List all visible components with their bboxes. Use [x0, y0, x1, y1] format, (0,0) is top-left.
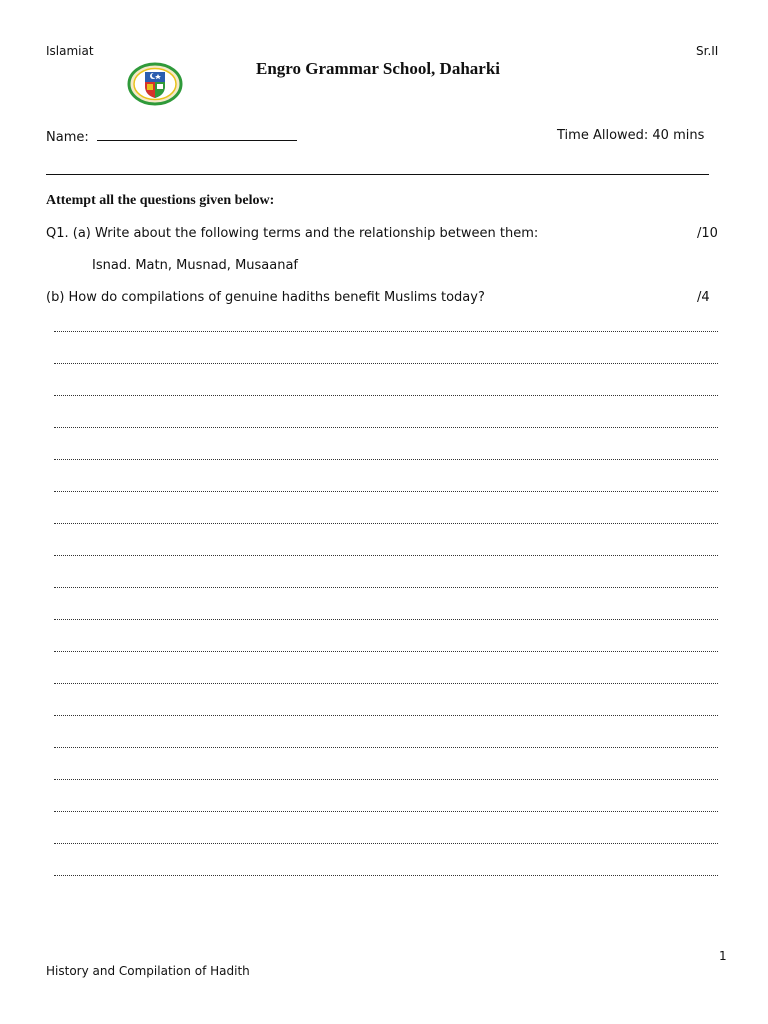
- answer-line[interactable]: [54, 492, 718, 524]
- answer-line[interactable]: [54, 332, 718, 364]
- answer-line[interactable]: [54, 748, 718, 780]
- name-blank[interactable]: [97, 128, 297, 141]
- answer-area[interactable]: [54, 323, 718, 876]
- answer-line[interactable]: [54, 364, 718, 396]
- answer-line[interactable]: [54, 396, 718, 428]
- question-1a: Q1. (a) Write about the following terms and the relationship between them:: [46, 226, 539, 241]
- page-number: 1: [719, 949, 727, 963]
- answer-line[interactable]: [54, 588, 718, 620]
- school-name: Engro Grammar School, Daharki: [256, 59, 500, 78]
- answer-line[interactable]: [54, 716, 718, 748]
- name-field[interactable]: [46, 128, 297, 145]
- question-1b-marks: /4: [697, 290, 710, 305]
- answer-line[interactable]: [54, 812, 718, 844]
- section-label: Sr.II: [696, 44, 719, 58]
- name-label: Name:: [46, 130, 89, 145]
- answer-line[interactable]: [54, 428, 718, 460]
- answer-line[interactable]: [54, 556, 718, 588]
- answer-line[interactable]: [54, 524, 718, 556]
- footer-title: History and Compilation of Hadith: [46, 964, 250, 978]
- question-1b: (b) How do compilations of genuine hadiths benefit Muslims today?: [46, 290, 485, 305]
- question-1a-terms: Isnad. Matn, Musnad, Musaanaf: [92, 258, 299, 273]
- instructions: Attempt all the questions given below:: [46, 193, 275, 208]
- answer-line[interactable]: [54, 460, 718, 492]
- answer-line[interactable]: [54, 652, 718, 684]
- answer-line[interactable]: [54, 620, 718, 652]
- answer-line[interactable]: [54, 684, 718, 716]
- subject-label: Islamiat: [46, 44, 94, 58]
- question-1a-marks: /10: [697, 226, 718, 241]
- answer-line[interactable]: [54, 844, 718, 876]
- answer-line[interactable]: [54, 323, 718, 332]
- answer-line[interactable]: [54, 780, 718, 812]
- school-crest-icon: [127, 62, 183, 106]
- time-allowed: Time Allowed: 40 mins: [557, 128, 705, 143]
- divider: [46, 174, 709, 175]
